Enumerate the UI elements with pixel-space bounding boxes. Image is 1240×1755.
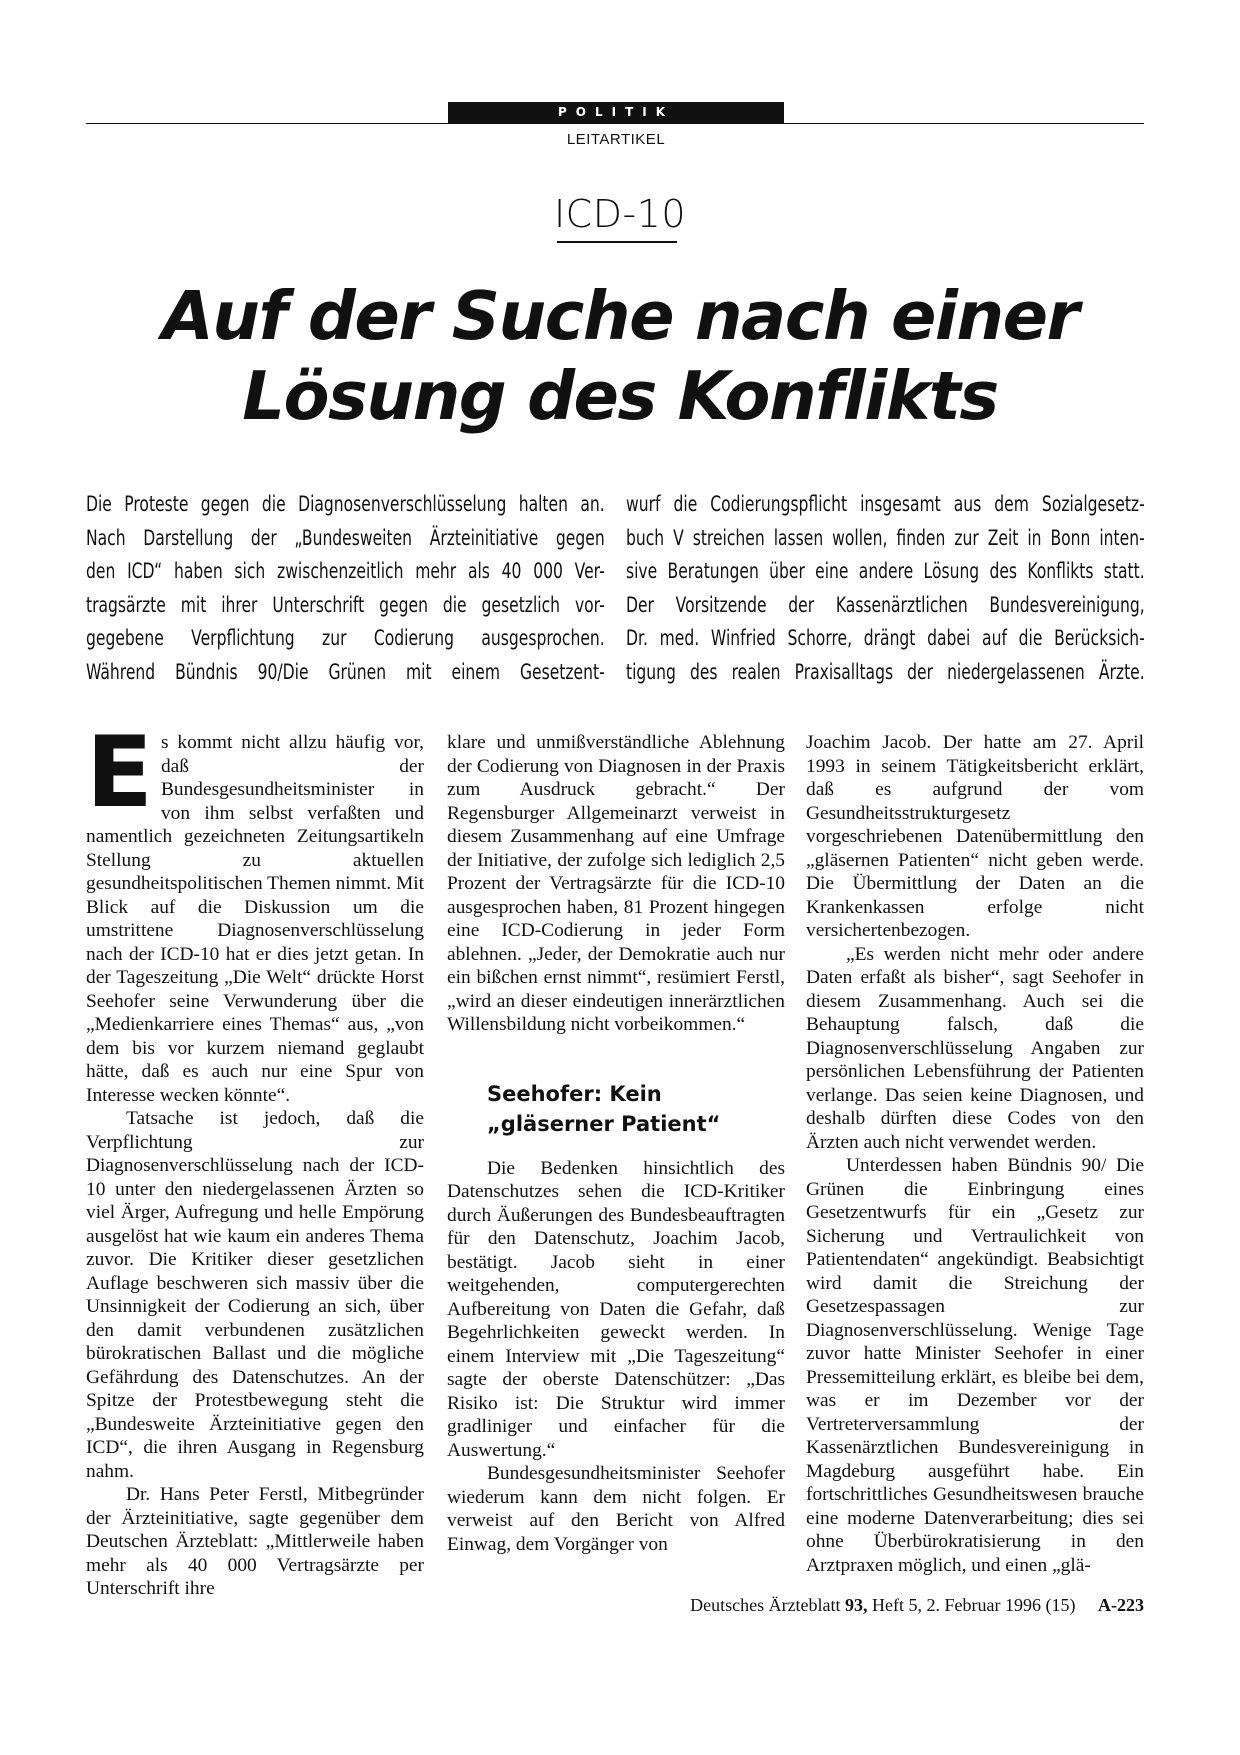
subheading-line-1: Seehofer: Kein	[487, 1081, 662, 1106]
article-headline	[140, 276, 1100, 436]
body-paragraph: Bundesgesundheitsminister Seehofer wiederum kann dem nicht folgen. Er verweist auf den Bericht von Alfred Einwag, dem Vorgänger von	[447, 1463, 785, 1555]
lead-line: wurf die Codierungspflicht insgesamt aus dem Sozialgesetz-	[626, 492, 1145, 516]
kicker-underline	[557, 241, 677, 243]
body-paragraph	[86, 716, 424, 1107]
lead-line: den ICD“ haben sich zwischenzeitlich mehr als 40 000 Ver-	[86, 559, 605, 583]
lead-line: Die Proteste gegen die Diagnosenverschlüsselung halten an.	[86, 492, 605, 516]
body-paragraph: Die Bedenken hinsichtlich des Datenschutzes sehen die ICD-Kritiker durch Äußerungen des Bundesbeauftragten für den Datenschutz, Joachim Jacob, bestätigt. Jacob sieht in einer weitgehenden, computergerechten Aufbereitung von Daten die Gefahr, daß Begehrlichkeiten geweckt werden. In einem Interview mit „Die Tageszeitung“ sagte der oberste Datenschützer: „Das Risiko ist: Die Struktur wird immer gradliniger und einfacher für die Auswertung.“	[447, 1157, 785, 1461]
body-paragraph: Joachim Jacob. Der hatte am 27. April 1993 in seinem Tätigkeitsbericht erklärt, daß es aufgrund der vom Gesundheitsstrukturgesetz vorgeschriebenen Datenübermittlung den „gläsernen Patienten“ nicht geben werde. Die Übermittlung der Daten an die Krankenkassen erfolge nicht versichertenbezogen.	[806, 732, 1144, 941]
body-column-1	[86, 716, 424, 1601]
lead-line: gegebene Verpflichtung zur Codierung ausgesprochen.	[86, 626, 605, 650]
body-paragraph: „Es werden nicht mehr oder andere Daten erfaßt als bisher“, sagt Seehofer in diesem Zusammenhang. Auch sei die Behauptung falsch, daß die Diagnosenverschlüsselung Angaben zur persönlichen Lebensführung der Patienten verlange. Das seien keine Diagnosen, und deshalb dürften diese Codes von den Ärzten auch nicht verwendet werden.	[806, 943, 1144, 1153]
issue-info: Heft 5, 2. Februar 1996 (15)	[872, 1595, 1076, 1615]
page-footer	[86, 1595, 1144, 1616]
subheading	[487, 1079, 785, 1139]
body-paragraph: Tatsache ist jedoch, daß die Verpflichtung zur Diagnosenverschlüsselung nach der ICD-10 unter den niedergelassenen Ärzten so viel Ärger, Aufregung und helle Empörung ausgelöst hat wie kaum ein anderes Thema zuvor. Die Kritiker dieser gesetzlichen Auflage beschweren sich massiv über die Unsinnigkeit der Codierung an sich, über den damit verbundenen zusätzlichen bürokratischen Ballast und die mögliche Gefährdung des Datenschutzes. An der Spitze der Protestbewegung steht die „Bundesweite Ärzteinitiative gegen den ICD“, die ihren Ausgang in Regensburg nahm.	[86, 1108, 424, 1482]
lead-line: tragsärzte mit ihrer Unterschrift gegen die gesetzlich vor-	[86, 592, 605, 617]
body-paragraph: Unterdessen haben Bündnis 90/ Die Grünen die Einbringung eines Gesetzentwurfs für ein „Gesetz zur Sicherung und Vertraulichkeit von Patientendaten“ angekündigt. Beabsichtigt wird damit die Streichung der Gesetzespassagen zur Diagnosenverschlüsselung. Wenige Tage zuvor hatte Minister Seehofer in einer Pressemitteilung erklärt, es bleibe bei dem, was er im Dezember vor der Vertreterversammlung der Kassenärztlichen Bundesvereinigung in Magdeburg ausgeführt habe. Ein fortschrittliches Gesundheitswesen brauche eine moderne Datenverarbeitung; dies sei ohne Überbürokratisierung in den Arztpraxen möglich, und einen „glä-	[806, 1155, 1144, 1576]
subsection-label: LEITARTIKEL	[566, 131, 666, 148]
subheading-line-2: „gläserner Patient“	[487, 1111, 721, 1136]
body-paragraph: Dr. Hans Peter Ferstl, Mitbegründer der Ärzteinitiative, sagte gegenüber dem Deutschen Ärzteblatt: „Mittlerweile haben mehr als 40 000 Vertragsärzte per Unterschrift ihre	[86, 1484, 424, 1599]
drop-cap: E	[86, 716, 153, 830]
lead-line: Während Bündnis 90/Die Grünen mit einem Gesetzent-	[86, 659, 605, 684]
body-column-3	[806, 731, 1144, 1577]
lead-line: Nach Darstellung der „Bundesweiten Ärzteinitiative gegen	[86, 525, 605, 550]
headline-line-1: Auf der Suche nach einer	[161, 277, 1079, 355]
lead-line: Der Vorsitzende der Kassenärztlichen Bundesvereinigung,	[626, 592, 1145, 617]
header-rule	[86, 123, 1144, 124]
lead-line: buch V streichen lassen wollen, finden zur Zeit in Bonn inten-	[626, 525, 1145, 550]
lead-column-1	[86, 488, 605, 698]
lead-line: sive Beratungen über eine andere Lösung des Konflikts statt.	[626, 559, 1145, 583]
headline-line-2: Lösung des Konflikts	[242, 357, 998, 435]
article-kicker: ICD-10	[553, 192, 687, 236]
lead-line: tigung des realen Praxisalltags der niedergelassenen Ärzte.	[626, 659, 1145, 684]
body-column-2	[447, 731, 785, 1556]
paragraph-text: s kommt nicht allzu häufig vor, daß der Bundesgesundheitsminister in von ihm selbst verfaßten und namentlich gezeichneten Zeitungsartikeln Stellung zu aktuellen gesundheitspolitischen Themen nimmt. Mit Blick auf die Diskussion um die umstrittene Diagnosenverschlüsselung nach der ICD-10 hat er dies jetzt getan. In der Tageszeitung „Die Welt“ drückte Horst Seehofer seine Verwunderung über die „Medienkarriere eines Themas“ aus, „von dem bis vor kurzem niemand geglaubt hätte, daß es auch nur eine Spur von Interesse wecken könnte“.	[86, 732, 424, 1106]
section-label: POLITIK	[448, 102, 784, 123]
lead-line: Dr. med. Winfried Schorre, drängt dabei auf die Berücksich-	[626, 626, 1145, 650]
page-number: A-223	[1098, 1595, 1144, 1615]
lead-column-2	[626, 488, 1145, 698]
journal-volume: 93,	[845, 1595, 868, 1615]
body-paragraph: klare und unmißverständliche Ablehnung der Codierung von Diagnosen in der Praxis zum Ausdruck gebracht.“ Der Regensburger Allgemeinarzt verweist in diesem Zusammenhang auf eine Umfrage der Initiative, der zufolge sich lediglich 2,5 Prozent der Vertragsärzte für die ICD-10 ausgesprochen haben, 81 Prozent hingegen eine ICD-Codierung in jeder Form ablehnen. „Jeder, der Demokratie auch nur ein bißchen ernst nimmt“, resümiert Ferstl, „wird an dieser eindeutigen innerärztlichen Willensbildung nicht vorbeikommen.“	[447, 732, 785, 1035]
journal-name: Deutsches Ärzteblatt	[690, 1595, 841, 1615]
